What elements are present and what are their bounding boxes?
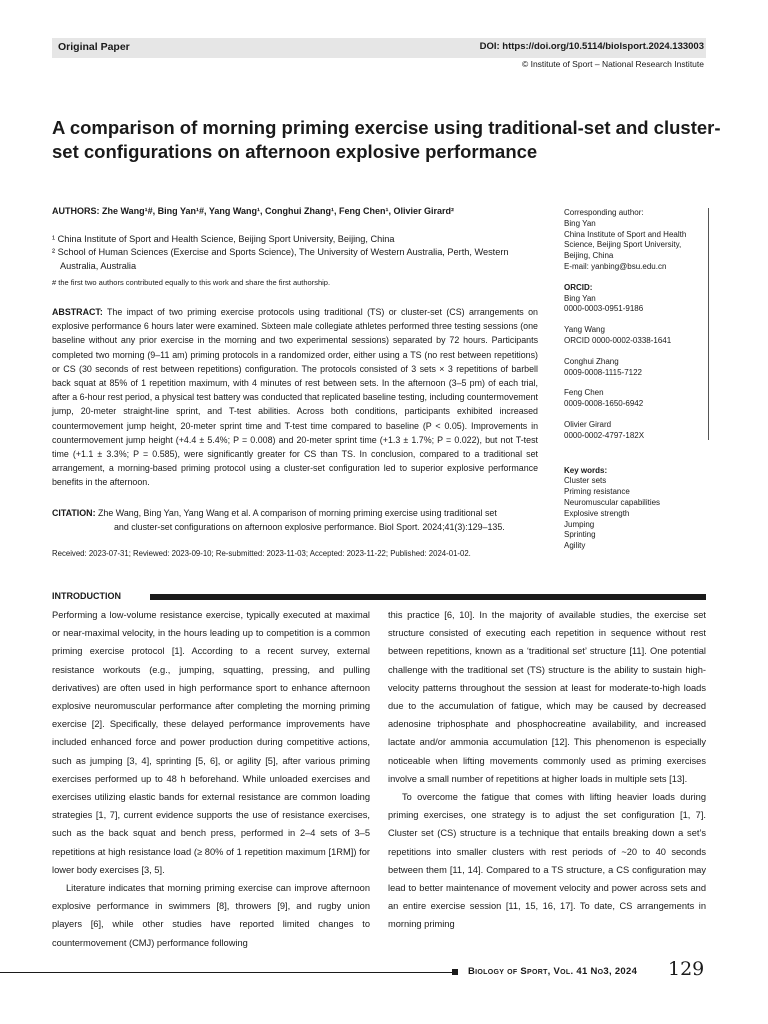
orcid-id[interactable]: 0000-0003-0951-9186	[564, 304, 644, 314]
keywords-block	[564, 466, 706, 552]
orcid-name: Bing Yan	[564, 293, 596, 303]
page-number: 129	[668, 958, 705, 980]
sidebar	[564, 208, 706, 552]
orcid-name: Feng Chen	[564, 388, 604, 398]
abstract-label: ABSTRACT:	[52, 307, 103, 317]
publication-dates: Received: 2023-07-31; Reviewed: 2023-09-10; Re-submitted: 2023-11-03; Accepted: 2023-11-22; Published: 2024-01-02.	[52, 549, 471, 558]
doi-link[interactable]: DOI: https://doi.org/10.5114/biolsport.2024.133003	[479, 41, 704, 52]
keyword: Neuromuscular capabilities	[564, 497, 661, 507]
citation-label: CITATION:	[52, 508, 96, 518]
keyword: Cluster sets	[564, 476, 607, 486]
affiliation-1: ¹ China Institute of Sport and Health Science, Beijing Sport University, Beijing, China	[52, 234, 395, 244]
keyword: Explosive strength	[564, 508, 630, 518]
footer-rule	[0, 972, 456, 973]
orcid-id[interactable]: ORCID 0000-0002-0338-1641	[564, 335, 672, 345]
paper-title: A comparison of morning priming exercise using traditional-set and cluster-set configurations on afternoon explosive performance	[52, 117, 721, 162]
orcid-block	[564, 283, 706, 442]
sidebar-divider	[708, 208, 709, 440]
section-rule	[150, 594, 706, 600]
citation-line-1: Zhe Wang, Bing Yan, Yang Wang et al. A comparison of morning priming exercise using traditional set	[98, 508, 497, 518]
paragraph: Literature indicates that morning priming exercise can improve afternoon explosive performance in swimmers [8], throwers [9], and rugby union players [6], while other studies have reported limited changes to countermovement (CMJ) performance following	[52, 883, 370, 948]
keyword: Jumping	[564, 519, 595, 529]
orcid-id[interactable]: 0009-0008-1650-6942	[564, 399, 644, 409]
orcid-id[interactable]: 0009-0008-1115-7122	[564, 367, 642, 377]
corresponding-email[interactable]: E-mail: yanbing@bsu.edu.cn	[564, 261, 667, 271]
copyright-notice: © Institute of Sport – National Research Institute	[521, 59, 704, 69]
paragraph: Performing a low-volume resistance exercise, typically executed at maximal or near-maximal velocity, in the hours leading up to competition is a common priming exercise protocol [1]. According to a recent survey, external resistance workouts (e.g., jumping, squatting, pressing, and pulling derivatives) are often used in high performance sport to enhance afternoon explosive neuromuscular performance after completing the morning priming exercise [2]. Specifically, these delayed performance improvements have included enhanced force and power production during competitive actions, such as jumping [3, 4], sprinting [5, 6], or agility [5], after various priming exercises performed up to 48 h beforehand. While unloaded exercises and exercises utilizing elastic bands for external resistance are common loading strategies [1, 7], current evidence supports the use of resistance exercises, such as the back squat and bench press, performed in 2–4 sets of 3–5 repetitions at high resistance load (≥ 80% of 1 repetition maximum [1RM]) for lower body exercises [3, 5].	[52, 610, 370, 875]
keyword: Priming resistance	[564, 487, 630, 497]
article-type-label: Original Paper	[58, 41, 130, 53]
orcid-name: Conghui Zhang	[564, 356, 619, 366]
body-column-left	[52, 606, 370, 952]
orcid-id[interactable]: 0000-0002-4797-182X	[564, 430, 645, 440]
affiliations	[52, 233, 542, 297]
footer-journal: Biology of Sport, Vol. 41 No3, 2024	[468, 966, 638, 977]
affiliation-2: ² School of Human Sciences (Exercise and Sports Science), The University of Western Australia, Perth, Western Australia, Australia	[52, 247, 509, 271]
corresponding-address: China Institute of Sport and Health Science, Beijing Sport University, Beijing, China	[564, 229, 687, 261]
corresponding-name: Bing Yan	[564, 218, 596, 228]
citation	[52, 507, 542, 535]
citation-line-2: and cluster-set configurations on afternoon explosive performance. Biol Sport. 2024;41(3):129–135.	[114, 521, 505, 532]
corresponding-author-block	[564, 208, 706, 273]
keyword: Agility	[564, 541, 586, 551]
keywords-label: Key words:	[564, 465, 608, 475]
footer-square-marker	[452, 969, 458, 975]
equal-contribution-footnote: # the first two authors contributed equally to this work and share the first authorship.	[52, 278, 331, 288]
paragraph: To overcome the fatigue that comes with lifting heavier loads during priming exercises, one strategy is to adjust the set configuration [1, 7]. Cluster set (CS) structure is a technique that entails breaking down a set’s repetitions into smaller clusters with rest periods of ~20 to 40 seconds between them [11, 14]. Compared to a TS structure, a CS configuration may lead to better maintenance of movement velocity and power across sets and an entire exercise session [11, 15, 16, 17]. To date, CS arrangements in morning priming	[388, 792, 706, 930]
section-heading-introduction: INTRODUCTION	[52, 591, 121, 601]
author-list: AUTHORS: Zhe Wang¹#, Bing Yan¹#, Yang Wang¹, Conghui Zhang¹, Feng Chen¹, Olivier Girard²	[52, 206, 455, 216]
body-column-right	[388, 606, 706, 934]
paragraph: this practice [6, 10]. In the majority of available studies, the exercise set structure consisted of executing each repetition in sequence without rest between repetitions, known as a ‘traditional set’ structure [11]. One potential challenge with the traditional set (TS) structure is the ability to sustain high-velocity patterns throughout the session at least for moderate-to-high loads due to the accumulation of fatigue, which may be caused by decreased adenosine triphosphate and phosphocreatine availability, and increased lactate and/or ammonia accumulation [12]. This phenomenon is especially noticeable when lifting movements commonly used as priming exercises involve a small number of repetitions at higher loads in multiple sets [13].	[388, 610, 706, 784]
corresponding-label: Corresponding author:	[564, 208, 644, 217]
abstract	[52, 305, 538, 490]
keyword: Sprinting	[564, 530, 596, 540]
abstract-text: The impact of two priming exercise protocols using traditional (TS) or cluster-set (CS) arrangements on explosive performance 6 hours later were examined. Sixteen male collegiate athletes performed three testing sessions (one baseline without any prior exercise in the morning and two experimental sessions) separated by 72 hours. Participants completed two morning (9–11 am) priming protocols in a randomized order, either using a TS (no rest between repetitions) or CS (30 seconds of rest between repetitions) configuration. The protocols consisted of 3 sets × 3 repetitions of barbell back squat at 85% of 1 repetition maximum, with 4 minutes of rest between sets. In the afternoon (3–5 pm) of each trial, after a 6-hour rest period, a physical test battery was conducted that replicated baseline testing, including countermovement jump, 20-meter straight-line sprint, and T-test abilities. Across both conditions, participants exhibited increased countermovement jump height, 20-meter sprint time and T-test time compared to baseline (P < 0.05). Improvements in countermovement jump height (+4.4 ± 5.4%; P = 0.008) and 20-meter sprint time (+1.3 ± 1.7%; P = 0.022), but not T-test time (+1.1 ± 3.3%; P = 0.585), were significantly greater for CS than TS. In conclusion, compared to a traditional set arrangement, a morning-based priming protocol using a cluster-set configuration led to superior explosive performance benefits in the afternoon.	[52, 307, 538, 488]
orcid-name: Olivier Girard	[564, 419, 612, 429]
orcid-label: ORCID:	[564, 282, 593, 292]
orcid-name: Yang Wang	[564, 325, 605, 335]
